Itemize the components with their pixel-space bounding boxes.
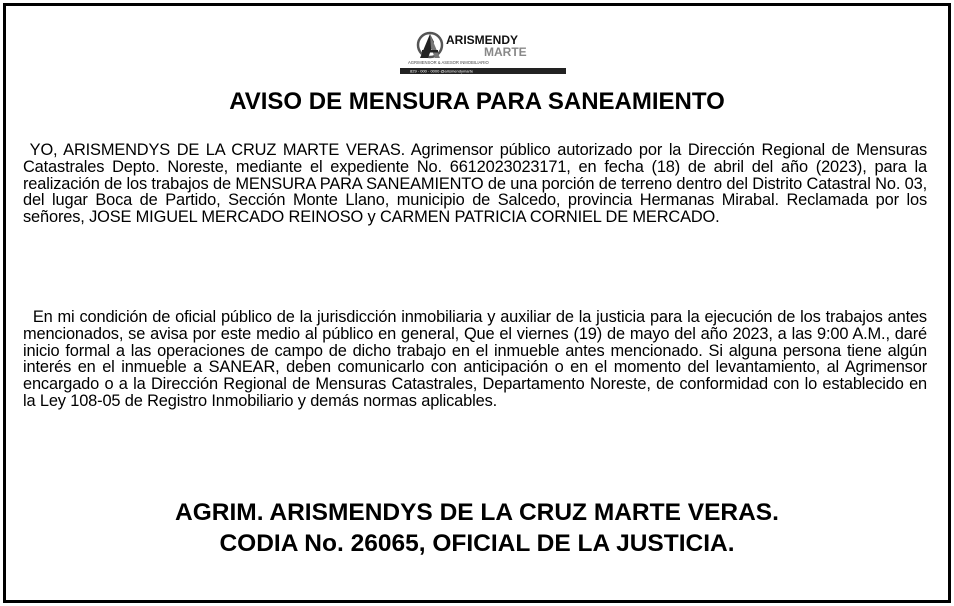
logo-contact: 829 · 000 · 0000 @arismendymarte [410, 68, 474, 74]
company-logo [400, 24, 566, 76]
signature-name: AGRIM. ARISMENDYS DE LA CRUZ MARTE VERAS. [175, 499, 779, 526]
logo-brand-top: ARISMENDY [446, 33, 519, 47]
logo-tagline: AGRIMENSOR & ASESOR INMOBILIARIO [408, 60, 489, 65]
notice-paragraph-1: YO, ARISMENDYS DE LA CRUZ MARTE VERAS. Agrimensor público autorizado por la Dirección Regional de Mensuras Catastrales Depto. Noreste, mediante el expediente No. 6612023023171, en fecha (18) de abril del año (2023), para la realización de los trabajos de MENSURA PARA SANEAMIENTO de una porción de terreno dentro del Distrito Catastral No. 03, del lugar Boca de Partido, Sección Monte Llano, municipio de Salcedo, provincia Hermanas Mirabal. Reclamada por los señores, JOSE MIGUEL MERCADO REINOSO y CARMEN PATRICIA CORNIEL DE MERCADO. [23, 141, 932, 227]
notice-frame [3, 3, 951, 603]
notice-title: AVISO DE MENSURA PARA SANEAMIENTO [229, 88, 725, 115]
signature-credentials: CODIA No. 26065, OFICIAL DE LA JUSTICIA. [219, 530, 735, 557]
notice-paragraph-2: En mi condición de oficial público de la jurisdicción inmobiliaria y auxiliar de la justicia para la ejecución de los trabajos antes mencionados, se avisa por este medio al público en general, Que el viernes (19) de mayo del año 2023, a las 9:00 A.M., daré inicio formal a las operaciones de campo de dicho trabajo en el inmueble antes mencionado. Si alguna persona tiene algún interés en el inmueble a SANEAR, deben comunicarlo con anticipación o en el momento del levantamiento, al Agrimensor encargado o a la Dirección Regional de Mensuras Catastrales, Departamento Noreste, de conformidad con lo establecido en la Ley 108-05 de Registro Inmobiliario y demás normas aplicables. [23, 308, 932, 410]
logo-brand-bottom: MARTE [484, 45, 527, 59]
logo-graphic [400, 24, 566, 76]
